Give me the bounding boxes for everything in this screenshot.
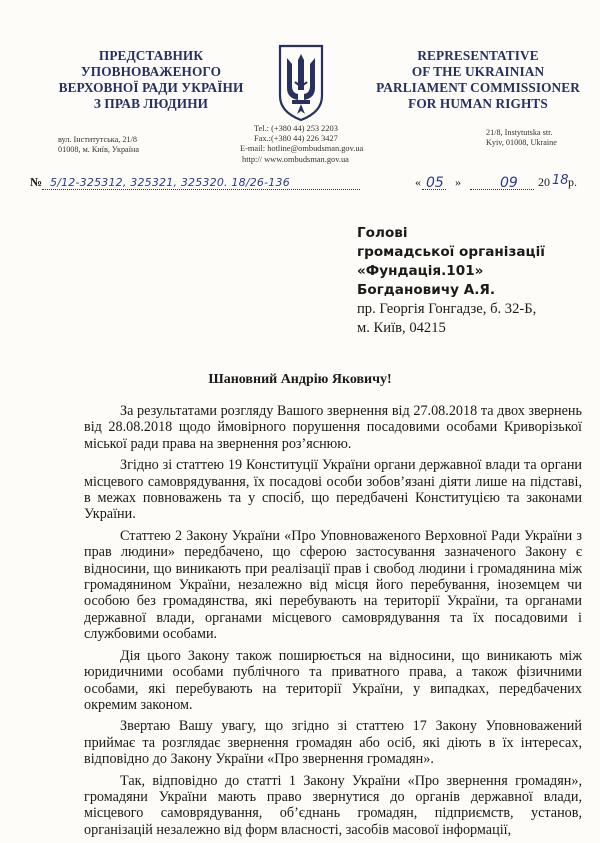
- organization-name-ua: [46, 48, 256, 112]
- year-unit: р.: [568, 175, 577, 189]
- contact-info: [240, 124, 390, 165]
- number-sign: №: [30, 175, 43, 189]
- day-underline: [422, 189, 446, 190]
- number-underline: [42, 189, 360, 190]
- year-suffix: 18: [552, 173, 569, 188]
- email: E-mail: hotline@ombudsman.gov.ua: [240, 144, 364, 154]
- quote-open: «: [415, 175, 421, 189]
- org-en-line: FOR HUMAN RIGHTS: [408, 96, 548, 111]
- paragraph: Згідно зі статтею 19 Конституції України органи державної влади та органи місцевого самоврядування, їх посадові особи зобов’язані діяти лише на підставі, в межах повноважень та у спосіб, що передбачені Конституцією та законами України.: [84, 457, 582, 523]
- paragraph: Дія цього Закону також поширюється на відносини, що виникають між юридичними особами публічного та приватного права, а також фізичними особами, які перебувають на території України, у випадках, передбачених окремим законом.: [84, 647, 582, 713]
- address-ua: [58, 135, 139, 155]
- recipient-line: «Фундація.101»: [357, 263, 484, 279]
- recipient-line: Богдановичу А.Я.: [357, 282, 496, 298]
- org-ua-line: З ПРАВ ЛЮДИНИ: [93, 96, 209, 111]
- letter-body: [84, 403, 582, 843]
- paragraph: За результатами розгляду Вашого звернення від 27.08.2018 та двох звернень від 28.08.2018 щодо ймовірного порушення посадовими особами Криворізької міської ради права на звернення роз’яснюю.: [84, 403, 582, 452]
- recipient-line: громадської організації: [357, 244, 545, 260]
- org-ua-line: ПРЕДСТАВНИК: [98, 48, 204, 63]
- date-day: 05: [426, 175, 444, 191]
- year-prefix: 20: [538, 175, 550, 189]
- salutation: Шановний Андрію Яковичу!: [208, 372, 392, 387]
- recipient-address-line: м. Київ, 04215: [357, 320, 446, 336]
- recipient-address-line: пр. Георгія Гонгадзе, б. 32-Б,: [357, 301, 537, 317]
- organization-name-en: [368, 48, 588, 112]
- address-ua-line: вул. Інститутська, 21/8: [58, 135, 137, 144]
- address-en-line: 21/8, Instytutska str.: [486, 128, 553, 137]
- org-ua-line: УПОВНОВАЖЕНОГО: [80, 64, 222, 79]
- registration-line: [30, 173, 582, 193]
- fax: Fax.:(+380 44) 226 3427: [254, 134, 338, 144]
- month-underline: [470, 189, 534, 190]
- phone: Tel.: (+380 44) 253 2203: [254, 124, 338, 133]
- website: http:// www.ombudsman.gov.ua: [242, 154, 349, 164]
- paragraph: Так, відповідно до статті 1 Закону України «Про звернення громадян», громадяни України мають право звернутися до органів державної влади, місцевого самоврядування, об’єднань громадян, підприємств, установ, організацій незалежно від форм власності, засобів масової інформації,: [84, 772, 582, 838]
- recipient-line: Голові: [357, 225, 408, 241]
- address-ua-line: 01008, м. Київ, Україна: [58, 145, 139, 154]
- registration-number: 5/12-325312, 325321, 325320. 18/26-136: [50, 176, 290, 189]
- recipient-block: [357, 224, 545, 338]
- trident-emblem-icon: [276, 44, 326, 122]
- date-month: 09: [500, 175, 518, 191]
- org-ua-line: ВЕРХОВНОЇ РАДИ УКРАЇНИ: [58, 80, 244, 95]
- org-en-line: OF THE UKRAINIAN: [411, 64, 545, 79]
- org-en-line: REPRESENTATIVE: [417, 48, 539, 63]
- address-en-line: Kyiv, 01008, Ukraine: [486, 138, 557, 147]
- paragraph: Статтею 2 Закону України «Про Уповноваженого Верховної Ради України з прав людини» передбачено, що сферою застосування зазначеного Закону є відносини, що виникають при реалізації прав і свобод людини і громадянина між громадянином України, незалежно від місця його перебування, іноземцем чи особою без громадянства, які перебувають на території України, та органами державної влади, органами місцевого самоврядування та їх посадовими і службовими особами.: [84, 527, 582, 643]
- address-en: [486, 128, 557, 148]
- paragraph: Звертаю Вашу увагу, що згідно зі статтею 17 Закону Уповноважений приймає та розглядає звернення громадян або осіб, які діють в їх інтересах, відповідно до Закону України «Про звернення громадян».: [84, 718, 582, 768]
- quote-close: »: [455, 175, 461, 189]
- org-en-line: PARLIAMENT COMMISSIONER: [376, 80, 580, 95]
